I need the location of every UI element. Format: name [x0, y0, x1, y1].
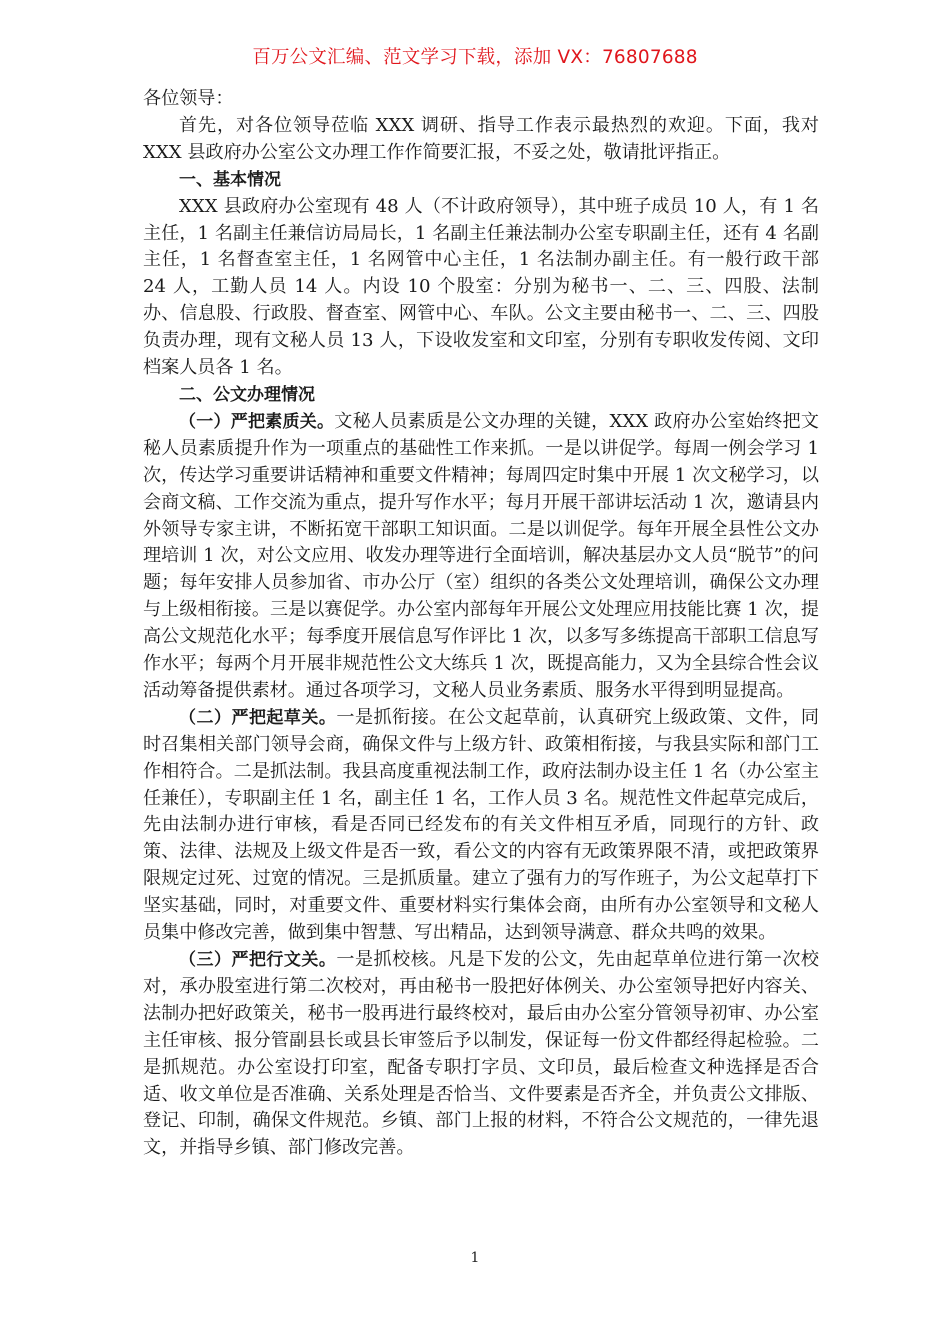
- intro-paragraph: 首先，对各位领导莅临 XXX 调研、指导工作表示最热烈的欢迎。下面，我对 XXX 县政府办公室公文办理工作作简要汇报，不妥之处，敬请批评指正。: [143, 114, 819, 163]
- quality-paragraph: [143, 409, 819, 705]
- page-number: 1: [470, 1250, 480, 1266]
- issuing-lead: （三）严把行文关。: [179, 950, 337, 970]
- issuing-body: 一是抓校核。凡是下发的公文，先由起草单位进行第一次校对，承办股室进行第二次校对，再由秘书一股把好体例关、办公室领导把好内容关、法制办把好政策关，秘书一股再进行最终校对，最后由办公室分管领导初审、办公室主任审核、报分管副县长或县长审签后予以制发，保证每一份文件都经得起检验。二是抓规范。办公室设打印室，配备专职打字员、文印员，最后检查文种选择是否合适、收文单位是否准确、关系处理是否恰当、文件要素是否齐全，并负责公文排版、登记、印制，确保文件规范。乡镇、部门上报的材料，不符合公文规范的，一律先退文，并指导乡镇、部门修改完善。: [143, 949, 819, 1159]
- drafting-lead: （二）严把起草关。: [179, 707, 337, 728]
- drafting-paragraph: [143, 705, 819, 947]
- section-heading-handling: 二、公文办理情况: [179, 384, 315, 405]
- document-body: [143, 86, 819, 1162]
- section-heading-basic: 一、基本情况: [179, 169, 281, 190]
- salutation: 各位领导：: [143, 88, 234, 109]
- promo-banner: 百万公文汇编、范文学习下载，添加 VX：76807688: [252, 47, 698, 68]
- drafting-body: 一是抓衔接。在公文起草前，认真研究上级政策、文件，同时召集相关部门领导会商，确保文件与上级方针、政策相衔接，与我县实际和部门工作相符合。二是抓法制。我县高度重视法制工作，政府法制办设主任 1 名（办公室主任兼任），专职副主任 1 名，副主任 1 名，工作人员 3 名。规范性文件起草完成后，先由法制办进行审核，看是否同已经发布的有关文件相互矛盾，同现行的方针、政策、法律、法规及上级文件是否一致，看公文的内容有无政策界限不清，或把政策界限规定过死、过宽的情况。三是抓质量。建立了强有力的写作班子，为公文起草打下坚实基础，同时，对重要文件、重要材料实行集体会商，由所有办公室领导和文秘人员集中修改完善，做到集中智慧、写出精品，达到领导满意、群众共鸣的效果。: [143, 706, 819, 944]
- quality-body: 文秘人员素质是公文办理的关键，XXX 政府办公室始终把文秘人员素质提升作为一项重点的基础性工作来抓。一是以讲促学。每周一例会学习 1 次，传达学习重要讲话精神和重要文件精神；每周四定时集中开展 1 次文秘学习，以会商文稿、工作交流为重点，提升写作水平；每月开展干部讲坛活动 1 次，邀请县内外领导专家主讲，不断拓宽干部职工知识面。二是以训促学。每年开展全县性公文办理培训 1 次，对公文应用、收发办理等进行全面培训，解决基层办文人员“脱节”的问题；每年安排人员参加省、市办公厅（室）组织的各类公文处理培训，确保公文办理与上级相衔接。三是以赛促学。办公室内部每年开展公文处理应用技能比赛 1 次，提高公文规范化水平；每季度开展信息写作评比 1 次，以多写多练提高干部职工信息写作水平；每两个月开展非规范性公文大练兵 1 次，既提高能力，又为全县综合性会议活动筹备提供素材。通过各项学习，文秘人员业务素质、服务水平得到明显提高。: [143, 410, 819, 701]
- basic-info-paragraph: XXX 县政府办公室现有 48 人（不计政府领导），其中班子成员 10 人，有 1 名主任，1 名副主任兼信访局局长，1 名副主任兼法制办公室专职副主任，还有 4 名副主任，1 名督查室主任，1 名网管中心主任，1 名法制办副主任。有一般行政干部 24 人，工勤人员 14 人。内设 10 个股室：分别为秘书一、二、三、四股、法制办、信息股、行政股、督查室、网管中心、车队。公文主要由秘书一、二、三、四股负责办理，现有文秘人员 13 人，下设收发室和文印室，分别有专职收发传阅、文印档案人员各 1 名。: [143, 195, 819, 379]
- quality-lead: （一）严把素质关。: [179, 411, 335, 432]
- issuing-paragraph: [143, 947, 819, 1162]
